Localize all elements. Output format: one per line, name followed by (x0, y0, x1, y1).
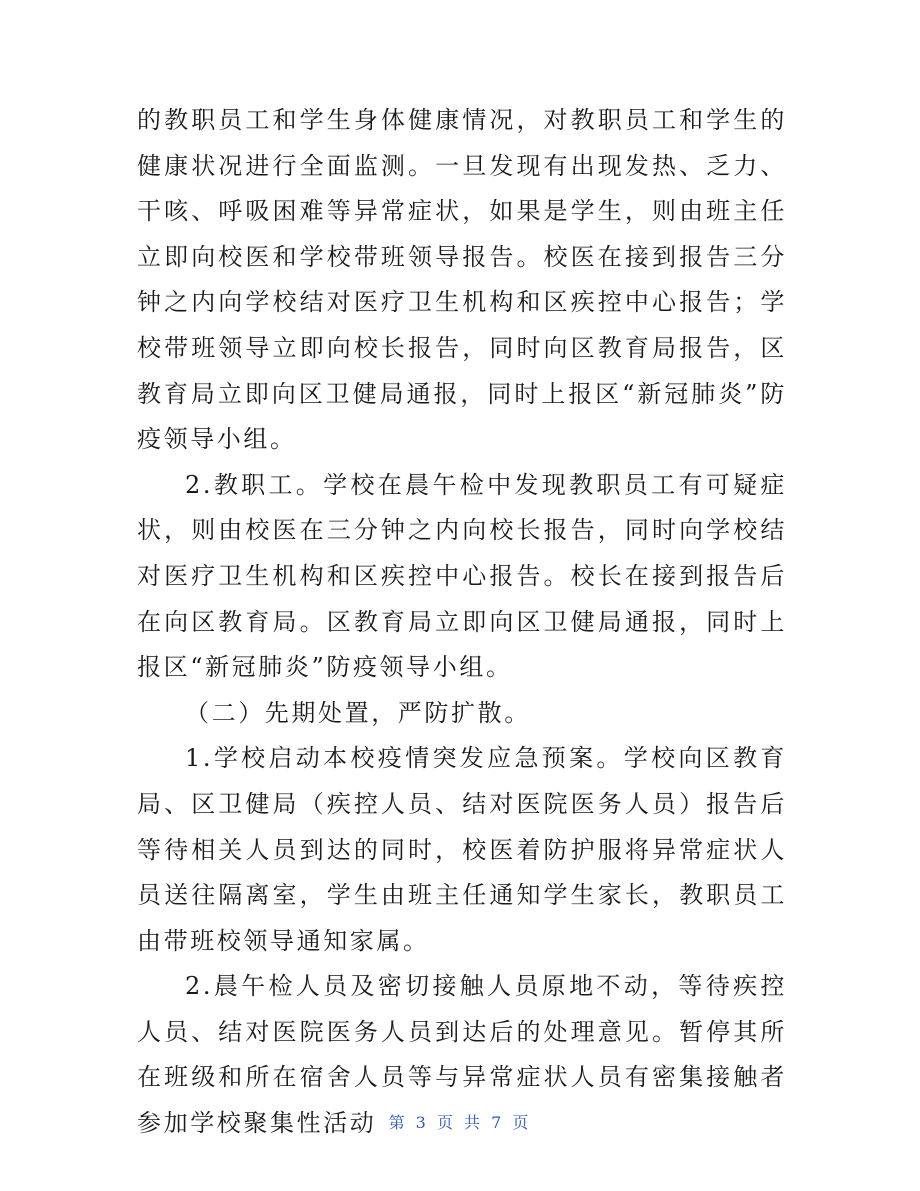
document-body (137, 98, 787, 1147)
paragraph-close-contacts: 2.晨午检人员及密切接触人员原地不动，等待疾控人员、结对医院医务人员到达后的处理意见。暂停其所在班级和所在宿舍人员等与异常症状人员有密集接触者参加学校聚集性活动 (137, 972, 787, 1138)
paragraph-staff-reporting: 2.教职工。学校在晨午检中发现教职员工有可疑症状，则由校医在三分钟之内向校长报告，同时向学校结对医疗卫生机构和区疾控中心报告。校长在接到报告后在向区教育局。区教育局立即向区卫健局通报，同时上报区“新冠肺炎”防疫领导小组。 (137, 470, 787, 682)
paragraph-health-monitoring: 的教职员工和学生身体健康情况，对教职员工和学生的健康状况进行全面监测。一旦发现有出现发热、乏力、干咳、呼吸困难等异常症状，如果是学生，则由班主任立即向校医和学校带班领导报告。校医在接到报告三分钟之内向学校结对医疗卫生机构和区疾控中心报告；学校带班领导立即向校长报告，同时向区教育局报告，区教育局立即向区卫健局通报，同时上报区“新冠肺炎”防疫领导小组。 (137, 106, 787, 454)
section-heading-initial-response: （二）先期处置，严防扩散。 (185, 698, 531, 727)
page-number-footer: 第 3 页 共 7 页 (388, 1113, 532, 1132)
paragraph-emergency-plan: 1.学校启动本校疫情突发应急预案。学校向区教育局、区卫健局（疾控人员、结对医院医务人员）报告后等待相关人员到达的同时，校医着防护服将异常症状人员送往隔离室，学生由班主任通知学生家长，教职员工由带班校领导通知家属。 (137, 744, 787, 955)
